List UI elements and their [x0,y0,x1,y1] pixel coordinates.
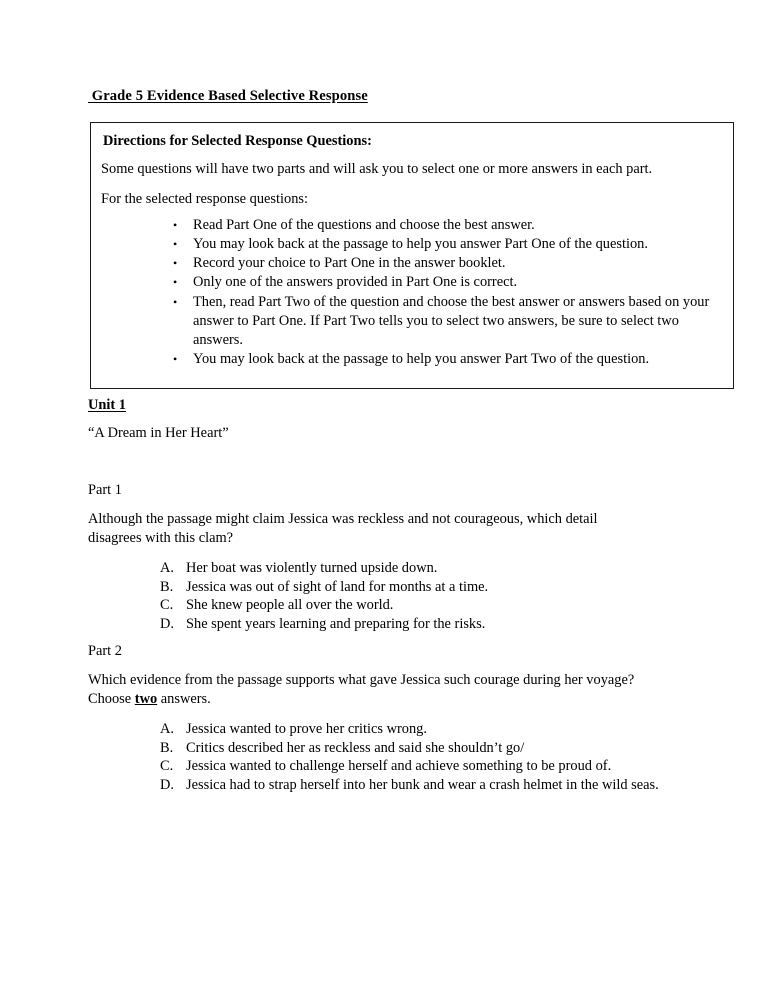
directions-bullet-item [173,293,723,350]
answer-choice-text: Jessica wanted to challenge herself and achieve something to be proud of. [186,758,612,775]
directions-bullet-text: Then, read Part Two of the question and choose the best answer or answers based on your answer to Part One. If Part Two tells you to select two answers, be sure to select two answers. [193,293,710,348]
directions-box [90,122,734,389]
part-two-choice-list [160,720,700,795]
answer-choice-letter: A. [160,560,174,576]
bullet-icon: • [173,352,178,367]
answer-choice-letter: A. [160,721,174,737]
answer-choice-text: Her boat was violently turned upside down. [186,560,438,576]
directions-bullet-list [173,216,723,369]
part-one-choice-list [160,559,680,634]
directions-bullet-text: Only one of the answers provided in Part One is correct. [193,274,518,291]
answer-choice-letter: B. [160,578,174,595]
answer-choice-text: Jessica wanted to prove her critics wrong. [186,721,427,737]
answer-choice-letter: B. [160,739,174,756]
bullet-icon: • [173,294,178,309]
part-two-label: Part 2 [88,643,122,659]
bullet-icon: • [173,275,178,290]
answer-choice[interactable] [160,578,680,597]
answer-choice-letter: C. [160,758,174,775]
answer-choice-text: Jessica was out of sight of land for months at a time. [186,578,489,595]
directions-heading: Directions for Selected Response Questions: [103,133,372,149]
part-two-stem-after: answers. [157,691,211,708]
directions-bullet-text: You may look back at the passage to help you answer Part One of the question. [193,236,648,253]
bullet-icon: • [173,237,178,252]
bullet-icon: • [173,256,178,271]
directions-bullet-text: Record your choice to Part One in the answer booklet. [193,255,506,272]
answer-choice[interactable] [160,559,680,578]
directions-paragraph-1: Some questions will have two parts and will ask you to select one or more answers in each part. [101,161,653,177]
page-title: Grade 5 Evidence Based Selective Response [88,88,368,104]
answer-choice-letter: D. [160,777,174,794]
part-one-label: Part 1 [88,482,122,498]
directions-bullet-text: Read Part One of the questions and choose the best answer. [193,217,535,233]
answer-choice-letter: C. [160,597,174,614]
answer-choice[interactable] [160,757,700,776]
directions-bullet-item [173,216,723,235]
answer-choice[interactable] [160,776,700,795]
answer-choice[interactable] [160,739,700,758]
part-one-question-stem: Although the passage might claim Jessica was reckless and not courageous, which detail disagrees with this clam? [88,511,598,547]
answer-choice[interactable] [160,720,700,739]
passage-title: “A Dream in Her Heart” [88,425,229,441]
directions-bullet-item [173,235,723,254]
answer-choice-letter: D. [160,616,174,633]
part-two-stem-before: Which evidence from the passage supports what gave Jessica such courage during her voyage? Choose [88,672,635,708]
directions-bullet-item [173,273,723,292]
answer-choice[interactable] [160,615,680,634]
answer-choice-text: She knew people all over the world. [186,597,394,614]
bullet-icon: • [173,218,178,232]
part-two-stem-emphasis: two [134,691,158,708]
directions-bullet-item [173,350,723,369]
part-two-question-stem [88,671,678,710]
unit-heading: Unit 1 [88,397,126,413]
directions-bullet-item [173,254,723,273]
directions-bullet-text: You may look back at the passage to help you answer Part Two of the question. [193,351,650,368]
answer-choice-text: She spent years learning and preparing for the risks. [186,616,486,633]
answer-choice-text: Jessica had to strap herself into her bunk and wear a crash helmet in the wild seas. [186,777,659,794]
directions-paragraph-2: For the selected response questions: [101,191,309,207]
answer-choice-text: Critics described her as reckless and said she shouldn’t go/ [186,739,525,756]
answer-choice[interactable] [160,596,680,615]
